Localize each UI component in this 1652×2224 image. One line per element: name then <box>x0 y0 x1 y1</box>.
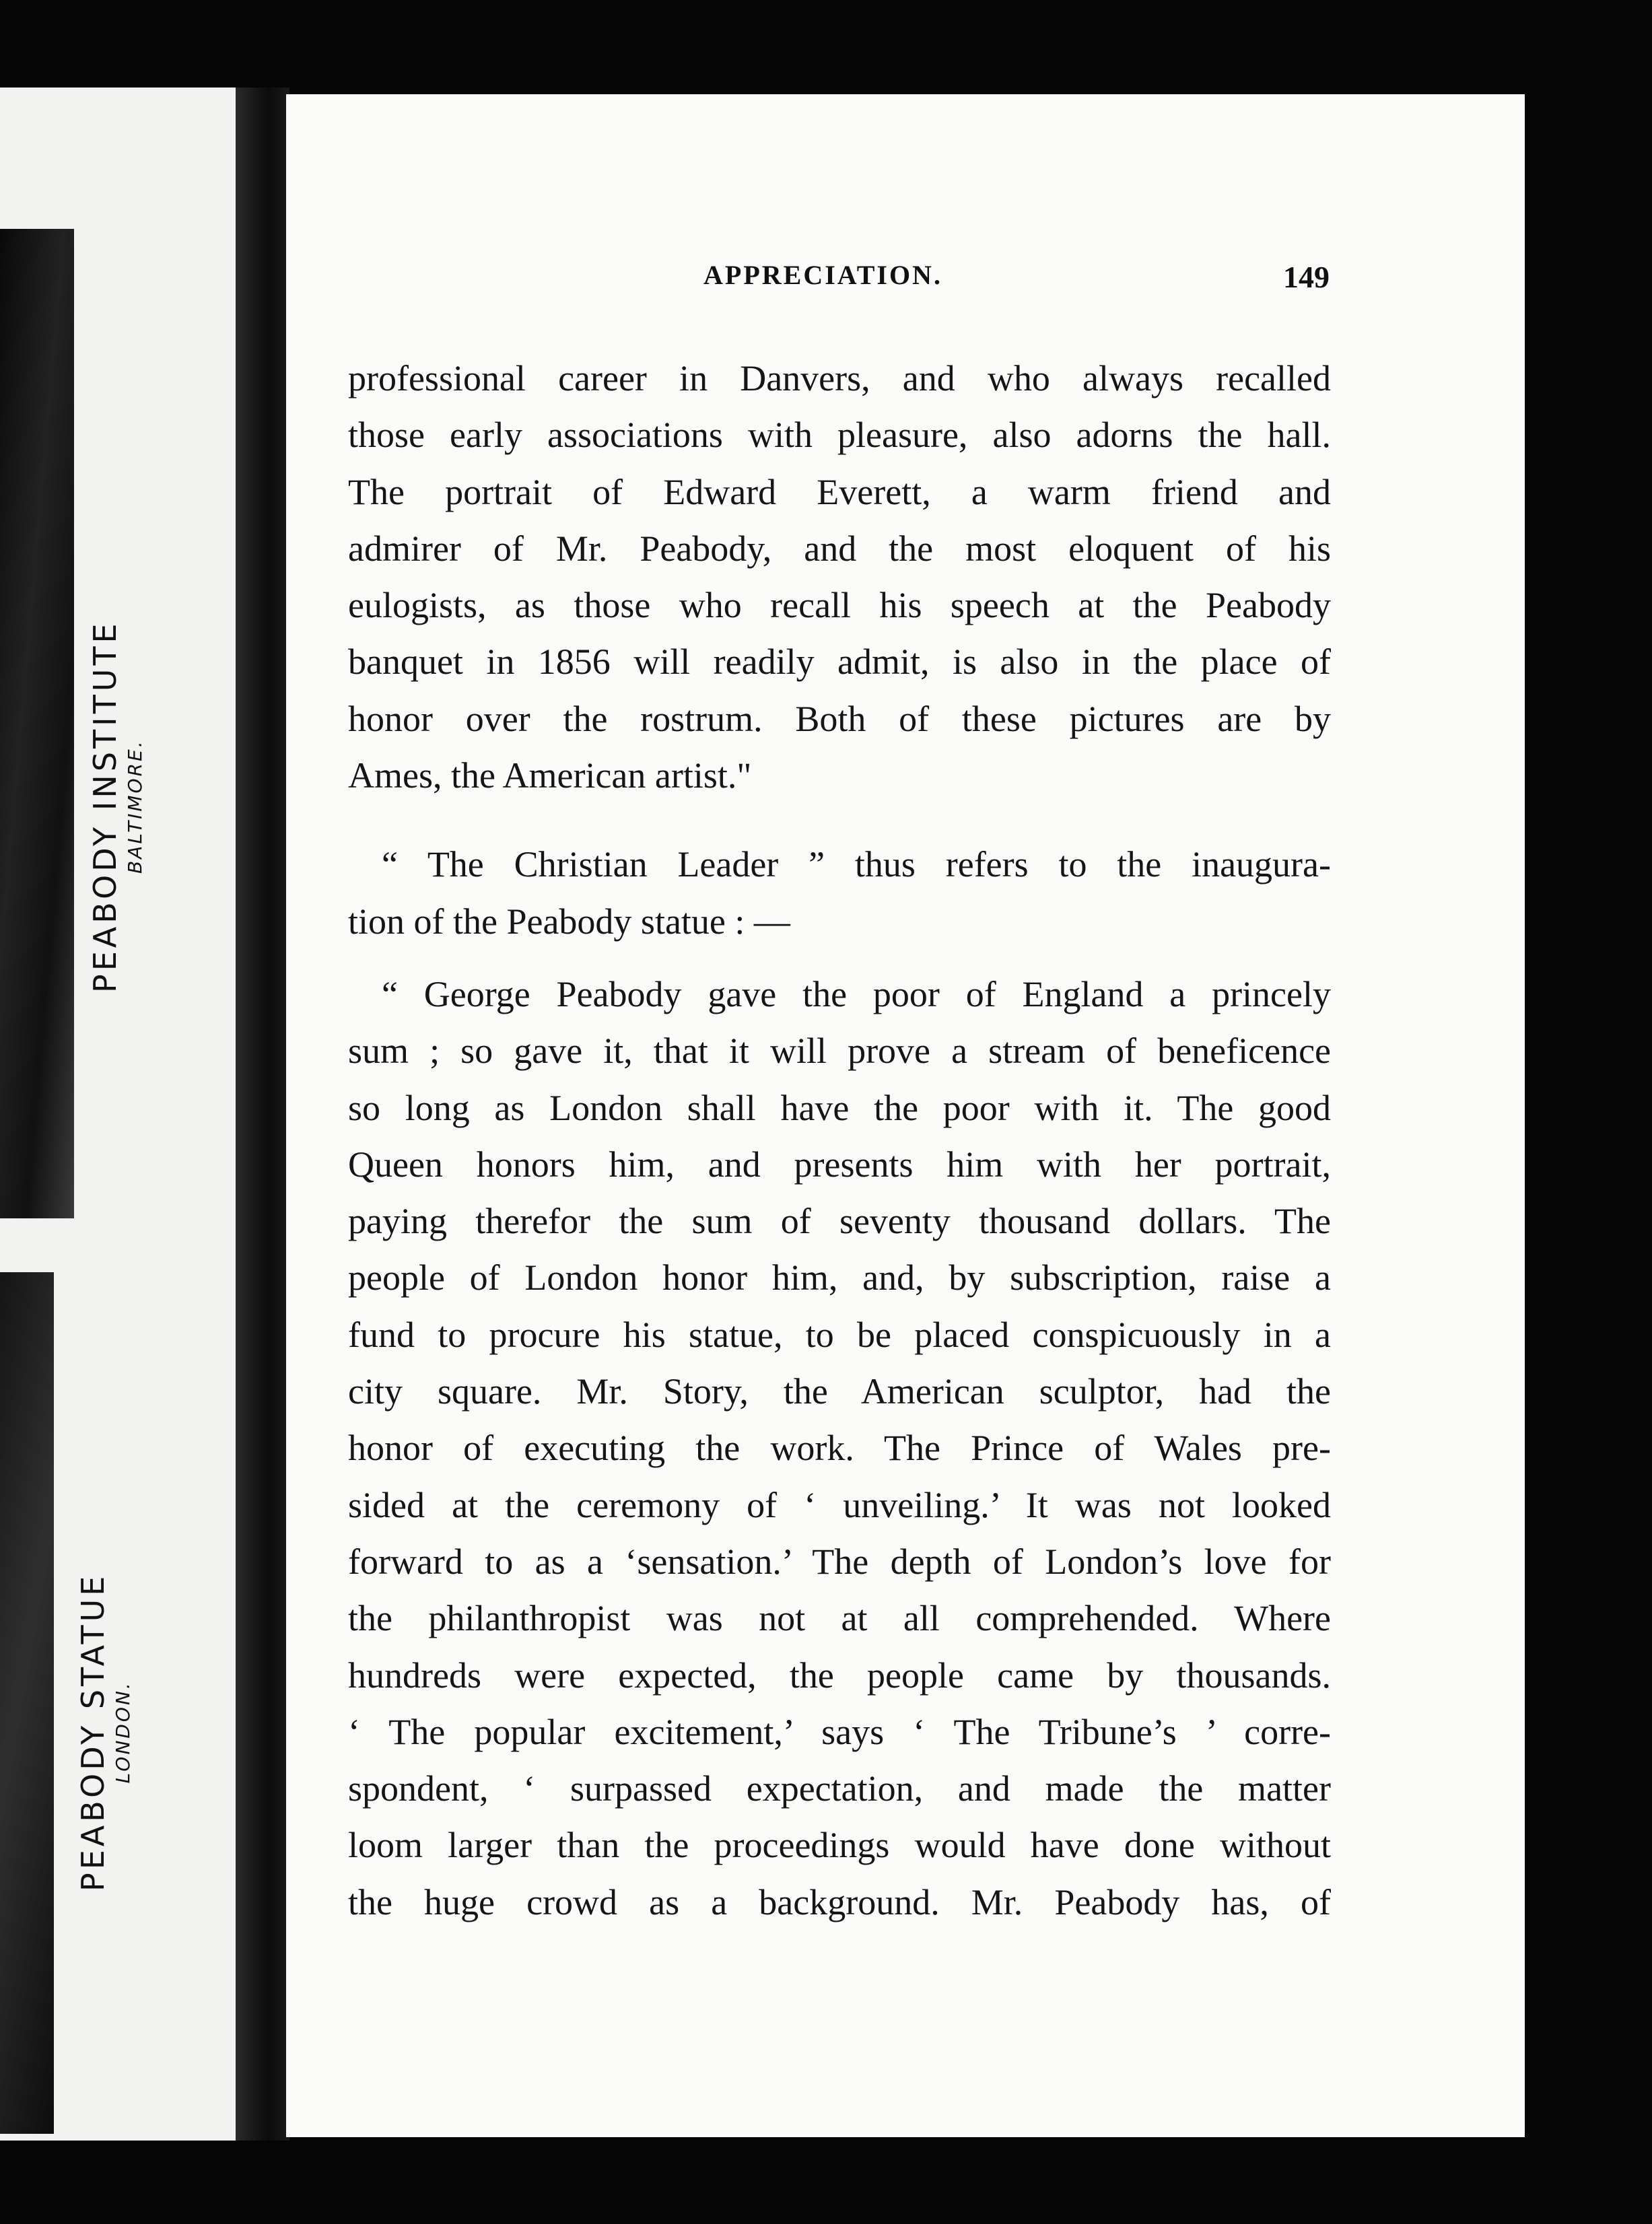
text-line: honor of executing the work. The Prince of Wales pre- <box>348 1428 1331 1469</box>
caption-subtitle: LONDON. <box>112 1681 134 1784</box>
text-line: hundreds were expected, the people came by thousands. <box>348 1655 1331 1696</box>
text-line: Queen honors him, and presents him with her portrait, <box>348 1144 1331 1185</box>
plate-caption-institute <box>86 620 147 993</box>
text-line: honor over the rostrum. Both of these pictures are by <box>348 698 1331 739</box>
running-head <box>286 259 1525 313</box>
text-line: “ George Peabody gave the poor of England a princely <box>382 973 1331 1014</box>
facing-plate-page <box>0 88 236 2141</box>
text-line: “ The Christian Leader ” thus refers to the inaugura- <box>382 844 1331 885</box>
text-line: sided at the ceremony of ‘ unveiling.’ It was not looked <box>348 1484 1331 1525</box>
text-line: people of London honor him, and, by subscription, raise a <box>348 1257 1331 1298</box>
caption-title: PEABODY STATUE <box>75 1572 111 1891</box>
paragraph <box>348 836 1331 950</box>
text-line: tion of the Peabody statue : — <box>348 901 790 942</box>
page-number: 149 <box>1283 260 1330 294</box>
text-line: paying therefor the sum of seventy thousand dollars. The <box>348 1201 1331 1242</box>
text-line: the philanthropist was not at all comprehended. Where <box>348 1598 1331 1639</box>
plate-image-institute <box>0 229 74 1218</box>
paragraph <box>348 350 1331 804</box>
running-head-title: APPRECIATION. <box>703 260 942 290</box>
plate-image-statue <box>0 1272 54 2134</box>
text-line: banquet in 1856 will readily admit, is also in the place of <box>348 641 1331 683</box>
text-line: loom larger than the proceedings would have done without <box>348 1825 1331 1866</box>
paragraph <box>348 966 1331 1931</box>
plate-caption-statue <box>74 1573 135 1891</box>
caption-title: PEABODY INSTITUTE <box>87 620 123 993</box>
text-line: professional career in Danvers, and who always recalled <box>348 358 1331 398</box>
text-line: ‘ The popular excitement,’ says ‘ The Tribune’s ’ corre- <box>348 1711 1331 1752</box>
text-line: city square. Mr. Story, the American sculptor, had the <box>348 1371 1331 1412</box>
text-line: spondent, ‘ surpassed expectation, and made the matter <box>348 1768 1331 1809</box>
text-page <box>286 94 1525 2137</box>
book-gutter <box>236 88 289 2141</box>
text-line: those early associations with pleasure, also adorns the hall. <box>348 415 1331 456</box>
text-line: sum ; so gave it, that it will prove a stream of beneficence <box>348 1031 1331 1072</box>
caption-subtitle: BALTIMORE. <box>124 739 146 874</box>
text-line: so long as London shall have the poor with it. The good <box>348 1087 1331 1128</box>
text-line: Ames, the American artist." <box>348 755 752 796</box>
text-line: forward to as a ‘sensation.’ The depth of London’s love for <box>348 1541 1331 1582</box>
text-line: The portrait of Edward Everett, a warm friend and <box>348 471 1331 512</box>
text-line: fund to procure his statue, to be placed conspicuously in a <box>348 1314 1331 1355</box>
text-line: the huge crowd as a background. Mr. Peabody has, of <box>348 1881 1331 1922</box>
text-line: eulogists, as those who recall his speech at the Peabody <box>348 585 1331 626</box>
text-line: admirer of Mr. Peabody, and the most eloquent of his <box>348 528 1331 569</box>
body-text <box>348 350 1331 1931</box>
